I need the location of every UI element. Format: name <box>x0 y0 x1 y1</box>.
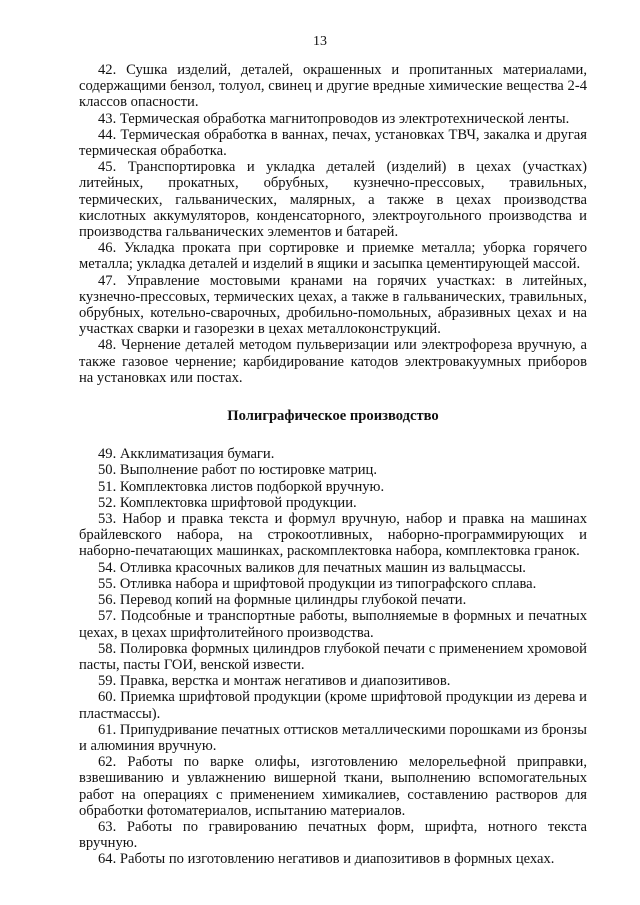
list-item-54: 54. Отливка красочных валиков для печатных машин из вальцмассы. <box>98 559 526 576</box>
section-heading: Полиграфическое производство <box>227 408 439 425</box>
list-item-45: 45. Транспортировка и укладка деталей (изделий) в цехах (участках) литейных, прокатных, обрубных, кузнечно-прессовых, травильных, термических, гальванических, малярных, а также в цехах производства кислотных аккумуляторов, конденсаторного, электроугольного производства и производства гальванических элементов и батарей. <box>79 159 587 241</box>
list-item-50: 50. Выполнение работ по юстировке матриц. <box>98 462 378 479</box>
list-item-62: 62. Работы по варке олифы, изготовлению мелорельефной приправки, взвешиванию и увлажнению вишерной ткани, выполнению вспомогательных работ на операциях с применением химикалиев, составлению растворов для обработки фотоматериалов, испытанию материалов. <box>79 754 587 819</box>
list-item-46: 46. Укладка проката при сортировке и приемке металла; уборка горячего металла; укладка деталей и изделий в ящики и засыпка цементирующей массой. <box>79 240 587 273</box>
list-item-59: 59. Правка, верстка и монтаж негативов и диапозитивов. <box>98 673 451 690</box>
list-item-56: 56. Перевод копий на формные цилиндры глубокой печати. <box>98 592 467 609</box>
list-item-60: 60. Приемка шрифтовой продукции (кроме шрифтовой продукции из дерева и пластмассы). <box>79 689 587 722</box>
list-item-52: 52. Комплектовка шрифтовой продукции. <box>98 494 357 511</box>
list-item-47: 47. Управление мостовыми кранами на горячих участках: в литейных, кузнечно-прессовых, термических цехах, а также в гальванических, травильных, обрубных, котельно-сварочных, дробильно-помольных, абразивных цехах и на участках сварки и газорезки в цехах металлоконструкций. <box>79 272 587 338</box>
document-body <box>79 62 587 868</box>
list-item-57: 57. Подсобные и транспортные работы, выполняемые в формных и печатных цехах, в цехах шрифтолитейного производства. <box>79 608 587 641</box>
list-item-61: 61. Припудривание печатных оттисков металлическими порошками из бронзы и алюминия вручную. <box>79 721 587 754</box>
list-item-51: 51. Комплектовка листов подборкой вручную. <box>98 478 385 495</box>
list-item-44: 44. Термическая обработка в ваннах, печах, установках ТВЧ, закалка и другая термическая обработка. <box>79 126 587 160</box>
list-item-58: 58. Полировка формных цилиндров глубокой печати с применением хромовой пасты, пасты ГОИ, венской извести. <box>79 640 587 673</box>
list-item-63: 63. Работы по гравированию печатных форм, шрифта, нотного текста вручную. <box>79 818 587 852</box>
list-item-48: 48. Чернение деталей методом пульверизации или электрофореза вручную, а также газовое чернение; карбидирование катодов электровакуумных приборов на установках или постах. <box>79 337 587 386</box>
list-item-49: 49. Акклиматизация бумаги. <box>98 446 275 463</box>
list-item-43: 43. Термическая обработка магнитопроводов из электротехнической ленты. <box>98 110 570 127</box>
list-item-55: 55. Отливка набора и шрифтовой продукции из типографского сплава. <box>98 575 537 592</box>
list-item-53: 53. Набор и правка текста и формул вручную, набор и правка на машинах брайлевского набора, на строкоотливных, наборно-программирующих и наборно-печатающих машинках, раскомплектовка набора, комплектовка гранок. <box>79 511 587 560</box>
list-item-42: 42. Сушка изделий, деталей, окрашенных и пропитанных материалами, содержащими бензол, толуол, свинец и другие вредные химические вещества 2-4 классов опасности. <box>79 62 587 111</box>
page-number: 13 <box>313 34 327 49</box>
list-item-64: 64. Работы по изготовлению негативов и диапозитивов в формных цехах. <box>98 851 555 868</box>
